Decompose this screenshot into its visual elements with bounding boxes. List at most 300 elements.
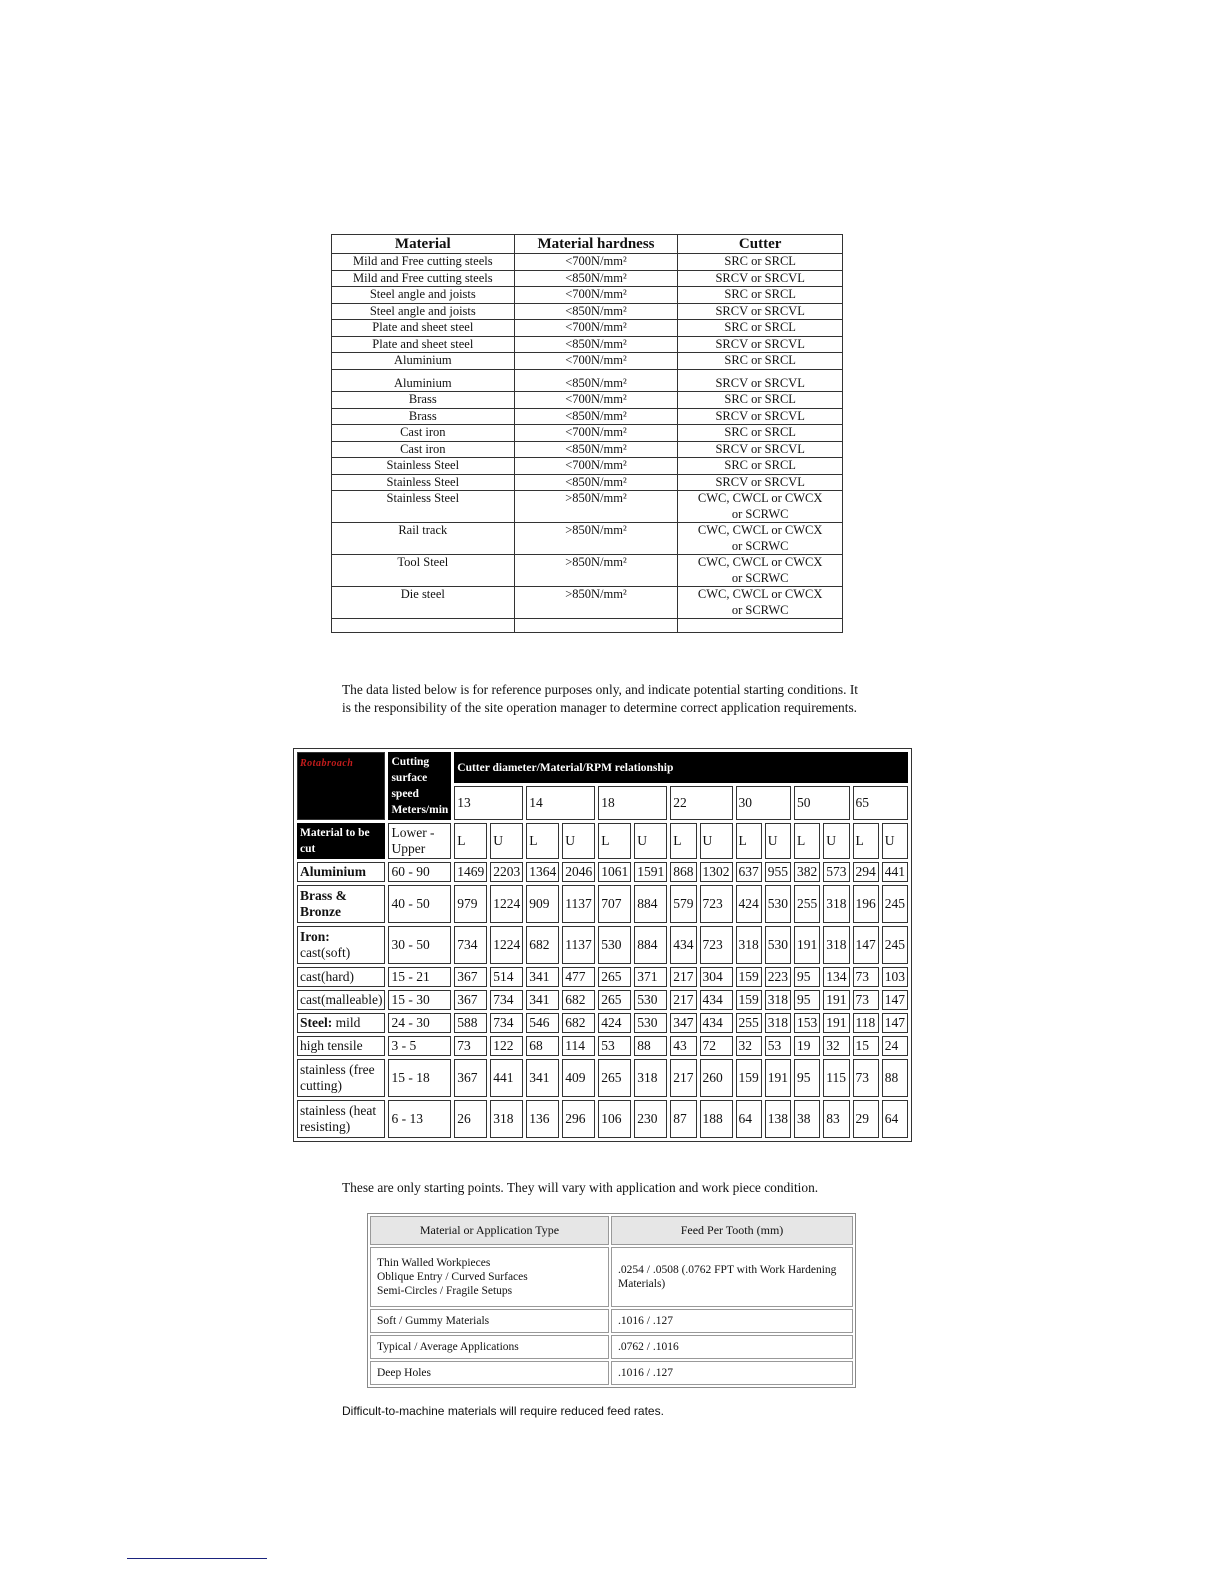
cell bbox=[678, 555, 843, 587]
speed-cell: 6 - 13 bbox=[388, 1100, 451, 1138]
diameter-cell: 13 bbox=[454, 786, 523, 820]
material-group: Steel: bbox=[300, 1015, 333, 1030]
rpm-value-cell: 147 bbox=[882, 1013, 908, 1033]
application-type-line: Oblique Entry / Curved Surfaces bbox=[377, 1271, 528, 1283]
cutter-selection-table bbox=[331, 234, 843, 633]
rpm-value-cell: 434 bbox=[670, 926, 696, 964]
rpm-value-cell: 191 bbox=[794, 926, 820, 964]
rpm-value-cell: 223 bbox=[765, 967, 791, 987]
material-group: Iron: bbox=[300, 929, 330, 944]
rpm-value-cell: 73 bbox=[853, 1059, 879, 1097]
header-material: Material bbox=[332, 235, 515, 254]
rpm-value-cell: 260 bbox=[700, 1059, 733, 1097]
cutter-line: or SCRWC bbox=[731, 570, 789, 585]
rpm-value-cell: 73 bbox=[454, 1036, 487, 1056]
material-name-cell bbox=[297, 926, 385, 964]
rpm-value-cell: 341 bbox=[526, 967, 559, 987]
application-type-cell bbox=[370, 1247, 609, 1307]
lu-cell: L bbox=[526, 823, 559, 859]
rpm-value-cell: 530 bbox=[765, 885, 791, 923]
cell: <700N/mm² bbox=[514, 392, 678, 409]
rpm-value-cell: 514 bbox=[490, 967, 523, 987]
lu-cell: L bbox=[598, 823, 631, 859]
cell: <700N/mm² bbox=[514, 254, 678, 271]
rpm-value-cell: 371 bbox=[634, 967, 667, 987]
table-row bbox=[332, 287, 843, 304]
rpm-value-cell: 723 bbox=[700, 926, 733, 964]
material-header: Material to be cut bbox=[297, 823, 385, 859]
rpm-value-cell: 73 bbox=[853, 990, 879, 1010]
disclaimer-paragraph: The data listed below is for reference purposes only, and indicate potential starting conditions. It is the responsibility of the site operation manager to determine correct application requirements. bbox=[342, 682, 859, 715]
cell: SRC or SRCL bbox=[678, 425, 843, 442]
cell: <850N/mm² bbox=[514, 303, 678, 320]
lu-cell: U bbox=[882, 823, 908, 859]
table-row bbox=[332, 336, 843, 353]
cell: Stainless Steel bbox=[332, 474, 515, 491]
rpm-value-cell: 530 bbox=[765, 926, 791, 964]
rpm-value-cell: 1137 bbox=[562, 885, 595, 923]
feed-row bbox=[370, 1247, 853, 1307]
speed-cell: 40 - 50 bbox=[388, 885, 451, 923]
cell: Cast iron bbox=[332, 441, 515, 458]
material-name-cell: Aluminium bbox=[297, 862, 385, 882]
rpm-value-cell: 95 bbox=[794, 1059, 820, 1097]
feed-value-cell: .0762 / .1016 bbox=[611, 1335, 853, 1359]
cell bbox=[678, 587, 843, 619]
rpm-value-cell: 191 bbox=[765, 1059, 791, 1097]
rpm-value-cell: 637 bbox=[736, 862, 762, 882]
rpm-value-cell: 2203 bbox=[490, 862, 523, 882]
cell: Brass bbox=[332, 392, 515, 409]
rpm-value-cell: 734 bbox=[454, 926, 487, 964]
rpm-table bbox=[293, 748, 912, 1142]
cell-empty bbox=[514, 619, 678, 633]
table-row bbox=[332, 523, 843, 555]
cell: <700N/mm² bbox=[514, 458, 678, 475]
rpm-value-cell: 38 bbox=[794, 1100, 820, 1138]
material-name: cast(soft) bbox=[300, 945, 351, 960]
rpm-value-cell: 114 bbox=[562, 1036, 595, 1056]
rpm-value-cell: 424 bbox=[736, 885, 762, 923]
cell: SRC or SRCL bbox=[678, 353, 843, 370]
rpm-value-cell: 318 bbox=[823, 926, 849, 964]
rpm-value-cell: 53 bbox=[598, 1036, 631, 1056]
rpm-value-cell: 153 bbox=[794, 1013, 820, 1033]
rpm-value-cell: 217 bbox=[670, 990, 696, 1010]
cell: SRCV or SRCVL bbox=[678, 303, 843, 320]
table-row bbox=[332, 254, 843, 271]
lu-cell: L bbox=[853, 823, 879, 859]
rpm-value-cell: 217 bbox=[670, 1059, 696, 1097]
cell: <850N/mm² bbox=[514, 474, 678, 491]
table-row bbox=[332, 320, 843, 337]
rpm-value-cell: 32 bbox=[823, 1036, 849, 1056]
material-name-cell: high tensile bbox=[297, 1036, 385, 1056]
cell: SRC or SRCL bbox=[678, 458, 843, 475]
rpm-value-cell: 265 bbox=[598, 967, 631, 987]
rpm-value-cell: 191 bbox=[823, 990, 849, 1010]
rpm-value-cell: 159 bbox=[736, 1059, 762, 1097]
material-name-cell: stainless (free cutting) bbox=[297, 1059, 385, 1097]
table-row-empty bbox=[332, 619, 843, 633]
rpm-value-cell: 73 bbox=[853, 967, 879, 987]
rpm-value-cell: 95 bbox=[794, 990, 820, 1010]
cell: SRCV or SRCVL bbox=[678, 270, 843, 287]
rpm-value-cell: 707 bbox=[598, 885, 631, 923]
rpm-value-cell: 1591 bbox=[634, 862, 667, 882]
rpm-value-cell: 434 bbox=[700, 1013, 733, 1033]
cell: <700N/mm² bbox=[514, 320, 678, 337]
table-row bbox=[332, 392, 843, 409]
rpm-value-cell: 217 bbox=[670, 967, 696, 987]
rpm-value-cell: 682 bbox=[562, 1013, 595, 1033]
table-row bbox=[332, 555, 843, 587]
rpm-value-cell: 245 bbox=[882, 926, 908, 964]
rpm-value-cell: 868 bbox=[670, 862, 696, 882]
cell: SRCV or SRCVL bbox=[678, 441, 843, 458]
rpm-value-cell: 87 bbox=[670, 1100, 696, 1138]
range-header: Lower - Upper bbox=[388, 823, 451, 859]
rpm-value-cell: 136 bbox=[526, 1100, 559, 1138]
rpm-value-cell: 19 bbox=[794, 1036, 820, 1056]
rpm-value-cell: 318 bbox=[634, 1059, 667, 1097]
rpm-value-cell: 122 bbox=[490, 1036, 523, 1056]
rpm-value-cell: 409 bbox=[562, 1059, 595, 1097]
rpm-value-cell: 255 bbox=[736, 1013, 762, 1033]
rpm-value-cell: 955 bbox=[765, 862, 791, 882]
application-type-cell bbox=[370, 1361, 609, 1385]
rpm-value-cell: 118 bbox=[853, 1013, 879, 1033]
rpm-value-cell: 68 bbox=[526, 1036, 559, 1056]
rpm-value-cell: 95 bbox=[794, 967, 820, 987]
cell: SRCV or SRCVL bbox=[678, 369, 843, 392]
feed-table-body bbox=[370, 1247, 853, 1385]
application-type-cell bbox=[370, 1309, 609, 1333]
cutter-line: or SCRWC bbox=[731, 602, 789, 617]
footer-note: Difficult-to-machine materials will require reduced feed rates. bbox=[342, 1404, 664, 1418]
rpm-value-cell: 32 bbox=[736, 1036, 762, 1056]
rpm-value-cell: 88 bbox=[634, 1036, 667, 1056]
cell: Steel angle and joists bbox=[332, 287, 515, 304]
rpm-value-cell: 1302 bbox=[700, 862, 733, 882]
diameter-cell: 65 bbox=[853, 786, 909, 820]
cell: SRC or SRCL bbox=[678, 392, 843, 409]
cell: Brass bbox=[332, 408, 515, 425]
rpm-value-cell: 682 bbox=[562, 990, 595, 1010]
feed-header-type: Material or Application Type bbox=[370, 1216, 609, 1245]
lu-cell: L bbox=[454, 823, 487, 859]
diameter-cell: 22 bbox=[670, 786, 732, 820]
rpm-value-cell: 318 bbox=[765, 990, 791, 1010]
rpm-value-cell: 579 bbox=[670, 885, 696, 923]
feed-row bbox=[370, 1361, 853, 1385]
rpm-value-cell: 72 bbox=[700, 1036, 733, 1056]
rpm-value-cell: 341 bbox=[526, 1059, 559, 1097]
rpm-value-cell: 546 bbox=[526, 1013, 559, 1033]
cell: >850N/mm² bbox=[514, 587, 678, 619]
rpm-value-cell: 441 bbox=[490, 1059, 523, 1097]
table-row bbox=[332, 474, 843, 491]
feed-header-fpt: Feed Per Tooth (mm) bbox=[611, 1216, 853, 1245]
lu-cell: U bbox=[765, 823, 791, 859]
lu-cell: U bbox=[700, 823, 733, 859]
rpm-value-cell: 255 bbox=[794, 885, 820, 923]
rpm-value-cell: 245 bbox=[882, 885, 908, 923]
cell: Cast iron bbox=[332, 425, 515, 442]
rpm-value-cell: 64 bbox=[882, 1100, 908, 1138]
cell: SRCV or SRCVL bbox=[678, 408, 843, 425]
feed-row bbox=[370, 1335, 853, 1359]
cutter-line: CWC, CWCL or CWCX bbox=[697, 555, 823, 569]
rpm-value-cell: 573 bbox=[823, 862, 849, 882]
rpm-value-cell: 884 bbox=[634, 885, 667, 923]
speed-cell: 15 - 21 bbox=[388, 967, 451, 987]
cell-empty bbox=[332, 619, 515, 633]
rpm-table-body bbox=[297, 752, 908, 1138]
material-row bbox=[297, 885, 908, 923]
cutter-table-body bbox=[332, 254, 843, 633]
rpm-value-cell: 530 bbox=[598, 926, 631, 964]
rpm-value-cell: 734 bbox=[490, 990, 523, 1010]
rpm-value-cell: 1061 bbox=[598, 862, 631, 882]
cell: Stainless Steel bbox=[332, 458, 515, 475]
rpm-value-cell: 296 bbox=[562, 1100, 595, 1138]
application-type-line: Deep Holes bbox=[377, 1367, 431, 1379]
rpm-value-cell: 103 bbox=[882, 967, 908, 987]
speed-cell: 60 - 90 bbox=[388, 862, 451, 882]
table-row bbox=[332, 458, 843, 475]
table-row bbox=[332, 353, 843, 370]
rpm-value-cell: 318 bbox=[736, 926, 762, 964]
rpm-value-cell: 1137 bbox=[562, 926, 595, 964]
application-type-line: Soft / Gummy Materials bbox=[377, 1315, 490, 1327]
feed-row bbox=[370, 1309, 853, 1333]
rpm-value-cell: 147 bbox=[882, 990, 908, 1010]
rpm-value-cell: 367 bbox=[454, 967, 487, 987]
table-row bbox=[332, 408, 843, 425]
rpm-value-cell: 347 bbox=[670, 1013, 696, 1033]
speed-cell: 30 - 50 bbox=[388, 926, 451, 964]
material-name-cell: cast(malleable) bbox=[297, 990, 385, 1010]
rpm-value-cell: 434 bbox=[700, 990, 733, 1010]
rpm-value-cell: 64 bbox=[736, 1100, 762, 1138]
rpm-value-cell: 88 bbox=[882, 1059, 908, 1097]
starting-points-note: These are only starting points. They will vary with application and work piece condition. bbox=[342, 1180, 819, 1195]
rpm-value-cell: 530 bbox=[634, 990, 667, 1010]
application-type-cell bbox=[370, 1335, 609, 1359]
rpm-value-cell: 884 bbox=[634, 926, 667, 964]
table-row bbox=[332, 369, 843, 392]
cell: <850N/mm² bbox=[514, 441, 678, 458]
cell: Aluminium bbox=[332, 369, 515, 392]
material-row bbox=[297, 967, 908, 987]
rpm-value-cell: 159 bbox=[736, 990, 762, 1010]
cutter-line: or SCRWC bbox=[731, 506, 789, 521]
cell: Plate and sheet steel bbox=[332, 336, 515, 353]
feed-value-cell: .1016 / .127 bbox=[611, 1309, 853, 1333]
rpm-value-cell: 196 bbox=[853, 885, 879, 923]
footnote-rule bbox=[127, 1558, 267, 1559]
rpm-value-cell: 382 bbox=[794, 862, 820, 882]
rpm-value-cell: 1224 bbox=[490, 926, 523, 964]
rpm-value-cell: 477 bbox=[562, 967, 595, 987]
cutter-line: CWC, CWCL or CWCX bbox=[697, 587, 823, 601]
cell: <700N/mm² bbox=[514, 425, 678, 442]
cell: Plate and sheet steel bbox=[332, 320, 515, 337]
material-name-cell: cast(hard) bbox=[297, 967, 385, 987]
rpm-value-cell: 147 bbox=[853, 926, 879, 964]
diameter-cell: 14 bbox=[526, 786, 595, 820]
rpm-value-cell: 191 bbox=[823, 1013, 849, 1033]
cutter-line: CWC, CWCL or CWCX bbox=[697, 491, 823, 505]
rpm-value-cell: 265 bbox=[598, 990, 631, 1010]
rpm-value-cell: 318 bbox=[765, 1013, 791, 1033]
cell: <850N/mm² bbox=[514, 270, 678, 287]
speed-cell: 3 - 5 bbox=[388, 1036, 451, 1056]
rpm-value-cell: 115 bbox=[823, 1059, 849, 1097]
speed-cell: 24 - 30 bbox=[388, 1013, 451, 1033]
rpm-value-cell: 106 bbox=[598, 1100, 631, 1138]
relationship-header: Cutter diameter/Material/RPM relationship bbox=[454, 752, 908, 783]
material-name: mild bbox=[335, 1015, 361, 1030]
table-row bbox=[332, 491, 843, 523]
cell: SRC or SRCL bbox=[678, 254, 843, 271]
rpm-value-cell: 29 bbox=[853, 1100, 879, 1138]
cell: Tool Steel bbox=[332, 555, 515, 587]
lu-cell: L bbox=[736, 823, 762, 859]
material-row bbox=[297, 1013, 908, 1033]
feed-value-cell: .1016 / .127 bbox=[611, 1361, 853, 1385]
lu-cell: U bbox=[823, 823, 849, 859]
rpm-value-cell: 24 bbox=[882, 1036, 908, 1056]
rpm-value-cell: 1224 bbox=[490, 885, 523, 923]
rpm-value-cell: 318 bbox=[823, 885, 849, 923]
material-row bbox=[297, 990, 908, 1010]
rpm-value-cell: 909 bbox=[526, 885, 559, 923]
rpm-value-cell: 230 bbox=[634, 1100, 667, 1138]
lu-cell: L bbox=[670, 823, 696, 859]
rpm-value-cell: 159 bbox=[736, 967, 762, 987]
cell: <700N/mm² bbox=[514, 287, 678, 304]
cell: Rail track bbox=[332, 523, 515, 555]
rpm-value-cell: 53 bbox=[765, 1036, 791, 1056]
lu-cell: U bbox=[490, 823, 523, 859]
rpm-value-cell: 2046 bbox=[562, 862, 595, 882]
rpm-value-cell: 588 bbox=[454, 1013, 487, 1033]
rpm-value-cell: 367 bbox=[454, 990, 487, 1010]
rpm-value-cell: 1364 bbox=[526, 862, 559, 882]
cell: >850N/mm² bbox=[514, 491, 678, 523]
rpm-value-cell: 318 bbox=[490, 1100, 523, 1138]
rpm-value-cell: 26 bbox=[454, 1100, 487, 1138]
cell: <850N/mm² bbox=[514, 369, 678, 392]
rpm-value-cell: 424 bbox=[598, 1013, 631, 1033]
cell: Aluminium bbox=[332, 353, 515, 370]
material-row bbox=[297, 1059, 908, 1097]
rpm-value-cell: 441 bbox=[882, 862, 908, 882]
cell: SRC or SRCL bbox=[678, 320, 843, 337]
lower-upper-row bbox=[297, 823, 908, 859]
diameter-cell: 30 bbox=[736, 786, 792, 820]
cell: SRCV or SRCVL bbox=[678, 336, 843, 353]
rpm-value-cell: 1469 bbox=[454, 862, 487, 882]
application-type-line: Thin Walled Workpieces bbox=[377, 1257, 491, 1269]
lu-cell: L bbox=[794, 823, 820, 859]
material-name-cell bbox=[297, 1013, 385, 1033]
rpm-value-cell: 367 bbox=[454, 1059, 487, 1097]
rpm-value-cell: 138 bbox=[765, 1100, 791, 1138]
cell: Mild and Free cutting steels bbox=[332, 254, 515, 271]
rpm-value-cell: 43 bbox=[670, 1036, 696, 1056]
table-row bbox=[332, 270, 843, 287]
cell: Mild and Free cutting steels bbox=[332, 270, 515, 287]
table-row bbox=[332, 441, 843, 458]
material-row bbox=[297, 1100, 908, 1138]
feed-table bbox=[367, 1213, 856, 1388]
rpm-value-cell: 682 bbox=[526, 926, 559, 964]
logo-cell bbox=[297, 752, 385, 820]
cell-empty bbox=[678, 619, 843, 633]
speed-cell: 15 - 30 bbox=[388, 990, 451, 1010]
material-row bbox=[297, 926, 908, 964]
application-type-line: Typical / Average Applications bbox=[377, 1341, 519, 1353]
cell: <850N/mm² bbox=[514, 336, 678, 353]
cell: >850N/mm² bbox=[514, 523, 678, 555]
application-type-line: Semi-Circles / Fragile Setups bbox=[377, 1285, 513, 1297]
diameter-cell: 18 bbox=[598, 786, 667, 820]
rpm-value-cell: 304 bbox=[700, 967, 733, 987]
header-hardness: Material hardness bbox=[514, 235, 678, 254]
material-row bbox=[297, 862, 908, 882]
rpm-value-cell: 294 bbox=[853, 862, 879, 882]
cutter-line: or SCRWC bbox=[731, 538, 789, 553]
cell bbox=[678, 523, 843, 555]
rpm-value-cell: 15 bbox=[853, 1036, 879, 1056]
rpm-value-cell: 134 bbox=[823, 967, 849, 987]
cell: Stainless Steel bbox=[332, 491, 515, 523]
cell: Steel angle and joists bbox=[332, 303, 515, 320]
table-row bbox=[332, 587, 843, 619]
rpm-value-cell: 530 bbox=[634, 1013, 667, 1033]
material-name-cell: stainless (heat resisting) bbox=[297, 1100, 385, 1138]
table-row bbox=[332, 303, 843, 320]
table-row bbox=[332, 425, 843, 442]
material-name-cell: Brass & Bronze bbox=[297, 885, 385, 923]
cell: SRC or SRCL bbox=[678, 287, 843, 304]
cell bbox=[678, 491, 843, 523]
rpm-value-cell: 723 bbox=[700, 885, 733, 923]
header-cutter: Cutter bbox=[678, 235, 843, 254]
speed-header: Cutting surface speed Meters/min bbox=[388, 752, 451, 820]
rpm-value-cell: 188 bbox=[700, 1100, 733, 1138]
lu-cell: U bbox=[634, 823, 667, 859]
brand-logo: Rotabroach bbox=[300, 758, 354, 769]
cell: SRCV or SRCVL bbox=[678, 474, 843, 491]
cell: <700N/mm² bbox=[514, 353, 678, 370]
rpm-value-cell: 83 bbox=[823, 1100, 849, 1138]
diameter-cell: 50 bbox=[794, 786, 850, 820]
cutter-line: CWC, CWCL or CWCX bbox=[697, 523, 823, 537]
cell: Die steel bbox=[332, 587, 515, 619]
rpm-value-cell: 734 bbox=[490, 1013, 523, 1033]
cell: <850N/mm² bbox=[514, 408, 678, 425]
cell: >850N/mm² bbox=[514, 555, 678, 587]
feed-value-cell: .0254 / .0508 (.0762 FPT with Work Hardening Materials) bbox=[611, 1247, 853, 1307]
speed-cell: 15 - 18 bbox=[388, 1059, 451, 1097]
rpm-value-cell: 341 bbox=[526, 990, 559, 1010]
material-row bbox=[297, 1036, 908, 1056]
lu-cell: U bbox=[562, 823, 595, 859]
